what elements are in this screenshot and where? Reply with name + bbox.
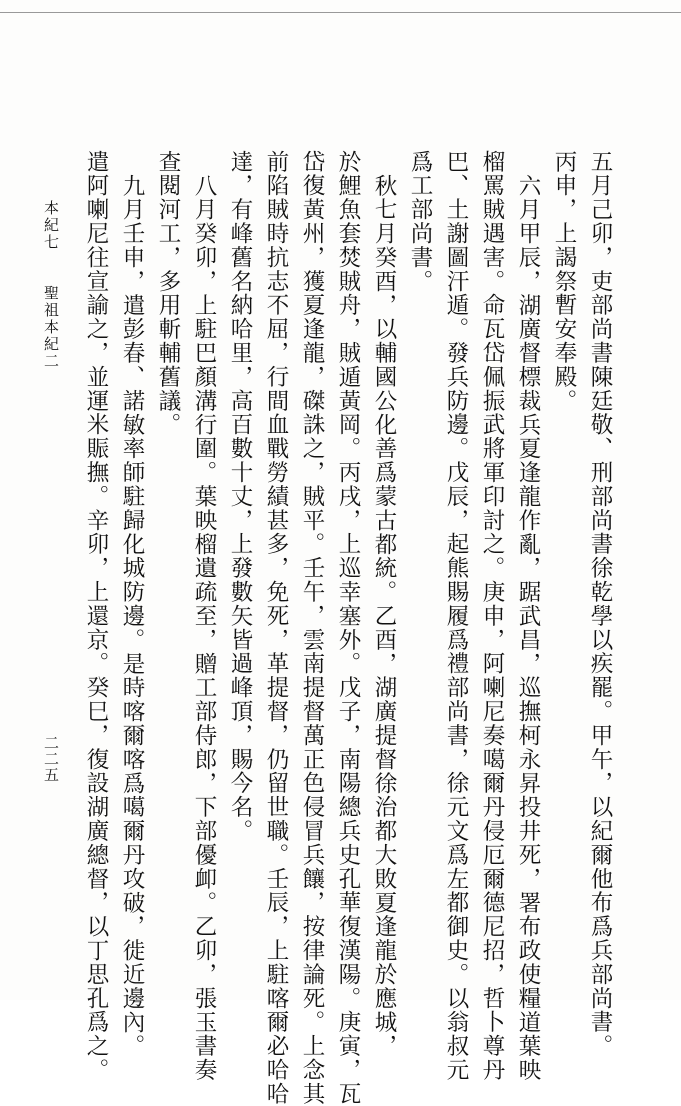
text-column-4: 榴罵賊遇害。命瓦岱佩振武將軍印討之。庚申，阿喇尼奏噶爾丹侵厄爾德尼招，哲卜尊丹 bbox=[479, 150, 505, 1083]
text-column-6: 爲工部尚書。 bbox=[407, 150, 433, 294]
footer-section: 本紀七 bbox=[42, 200, 60, 251]
top-rule bbox=[0, 12, 681, 13]
text-column-8: 於鯉魚套焚賊舟，賊遁黃岡。丙戌，上巡幸塞外。戊子，南陽總兵史孔華復漢陽。庚寅，瓦 bbox=[335, 150, 361, 1106]
text-column-13: 查閱河工，多用斬輔舊議。 bbox=[155, 150, 181, 437]
footer-chapter: 聖祖本紀二 bbox=[42, 285, 60, 370]
text-column-9: 岱復黃州，獲夏逢龍，磔誅之，賊平。壬午，雲南提督萬正色侵冒兵饟，按律論死。上念其 bbox=[299, 150, 325, 1106]
text-column-2: 丙申，上謁祭暫安奉殿。 bbox=[551, 150, 577, 413]
text-column-14: 九月壬申，遣彭春、諾敏率師駐歸化城防邊。是時喀爾喀爲噶爾丹攻破，徙近邊內。 bbox=[119, 174, 145, 1059]
text-column-7: 秋七月癸酉，以輔國公化善爲蒙古都統。乙酉，湖廣提督徐治都大敗夏逢龍於應城， bbox=[371, 174, 397, 1059]
text-column-1: 五月己卯，吏部尚書陳廷敬、刑部尚書徐乾學以疾罷。甲午，以紀爾他布爲兵部尚書。 bbox=[587, 150, 613, 1059]
text-column-3: 六月甲辰，湖廣督標裁兵夏逢龍作亂，踞武昌，巡撫柯永昇投井死，署布政使糧道葉映 bbox=[515, 174, 541, 1083]
text-column-10: 前陷賊時抗志不屈，行間血戰勞績甚多，免死，革提督，仍留世職。壬辰，上駐喀爾必哈哈 bbox=[263, 150, 289, 1106]
text-column-5: 巴、土謝圖汗遁。發兵防邊。戊辰，起熊賜履爲禮部尚書，徐元文爲左都御史。以翁叔元 bbox=[443, 150, 469, 1083]
text-column-11: 達，有峰舊名納哈里，高百數十丈，上發數矢皆過峰頂，賜今名。 bbox=[227, 150, 253, 844]
text-column-15: 遣阿喇尼往宣諭之，並運米賑撫。辛卯，上還京。癸巳，復設湖廣總督，以丁思孔爲之。 bbox=[83, 150, 109, 1083]
text-column-12: 八月癸卯，上駐巴顏溝行圍。葉映榴遺疏至，贈工部侍郎，下部優卹。乙卯，張玉書奏 bbox=[191, 174, 217, 1083]
page-number: 二二五 bbox=[42, 735, 60, 783]
